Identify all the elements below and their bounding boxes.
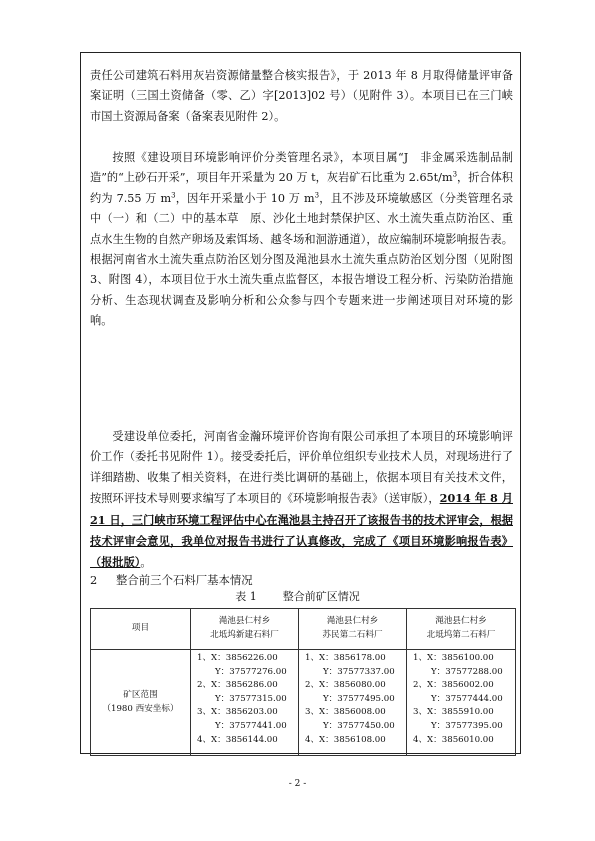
table-header-row (91, 609, 516, 650)
paragraph-filing-text: 责任公司建筑石料用灰岩资源储量整合核实报告》，于 2013 年 8 月取得储量评审备案证明（三国土资储备（零、乙）字[2013]02 号）（见附件 3）。本项目已在三门峡市国土资源局备案（备案表见附件 2）。 (90, 69, 513, 123)
superscript-3: 3 (452, 170, 458, 179)
header-quarry-3-line2: 北坻坞第二石料厂 (426, 630, 496, 640)
paragraph-filing (90, 66, 513, 127)
coord-line: 3、X：3856203.00 (197, 707, 278, 718)
header-item: 项目 (91, 609, 191, 650)
paragraph-commission-text: 受建设单位委托，河南省金瀚环境评价咨询有限公司承担了本项目的环境影响评价工作（委托书见附件 1）。接受委托后，评价单位组织专业技术人员，对现场进行了详细踏勘、收集了相关资料，在进行类比调研的基础上，依据本项目有关技术文件，按照环评技术导则要求编写了本项目的《环境影响报告表》（送审版）， (90, 430, 513, 506)
header-quarry-1 (191, 609, 299, 650)
header-quarry-3-line1: 渑池县仁村乡 (435, 616, 487, 627)
paragraph-classification-text-d: ，且不涉及环境敏感区（分类管理名录中（一）和（二）中的基本草 原、沙化土地封禁保护区、水土流失重点防治区、重点水生生物的自然产卵场及索饵场、越冬场和洄游通道），故应编制环境影响报告表。根据河南省水土流失重点防治区划分图及渑池县水土流失重点防治区划分图（见附图 3、附图 4），本项目位于水土流失重点监督区，本报告增设工程分析、污染防治措施分析、生态现状调查及影响分析和公众参与四个专题来进一步阐述项目对环境的影响。 (90, 191, 514, 328)
mine-area-table (90, 608, 516, 756)
coord-line: Y：37577450.00 (323, 720, 395, 731)
coord-line: 2、X：3856286.00 (197, 680, 278, 691)
table-number: 表 1 (235, 590, 257, 603)
paragraph-classification-text-b: ，折合体积约为 7.55 万 m (90, 171, 513, 205)
coord-line: Y：37577395.00 (431, 720, 503, 731)
header-quarry-2-line1: 渑池县仁村乡 (326, 616, 379, 627)
coord-line: Y：37577288.00 (431, 666, 503, 677)
table-title: 整合前矿区情况 (282, 590, 360, 603)
coord-line: Y：37577276.00 (215, 666, 287, 677)
row-label-line2: （1980 西安坐标） (102, 703, 179, 714)
paragraph-commission-end: 。 (140, 556, 152, 570)
paragraph-classification-text-a: 按照《建设项目环境影响评价分类管理名录》，本项目属“J 非金属采选制品制造”的“上砂石开采”，项目年开采量为 20 万 t，灰岩矿石比重为 2.65t/m (90, 151, 513, 185)
paragraph-classification-text-c: ，因年开采量小于 10 万 m (175, 191, 315, 205)
coords-quarry-2 (299, 650, 407, 756)
coord-line: 1、X：3856100.00 (413, 653, 494, 663)
coord-line: 3、X：3855910.00 (413, 707, 494, 718)
paragraph-classification (90, 148, 513, 332)
coord-line: 1、X：3856226.00 (197, 653, 278, 663)
coord-line: 2、X：3856080.00 (305, 680, 386, 691)
section-number: 2 (90, 573, 98, 587)
page-number: - 2 - (288, 779, 307, 789)
header-quarry-1-line1: 渑池县仁村乡 (218, 616, 271, 627)
header-quarry-2-line2: 苏民第二石料厂 (322, 630, 383, 640)
coord-line: Y：37577441.00 (215, 720, 287, 731)
header-quarry-2 (299, 609, 407, 650)
coords-quarry-3 (407, 650, 516, 756)
paragraph-commission-emphasis: 2014 年 8 月 21 日，三门峡市环境工程评估中心在渑池县主持召开了该报告书的技术评审会，根据技术评审会意见，我单位对报告书进行了认真修改，完成了《项目环境影响报告表》（报批版） (90, 491, 513, 570)
header-quarry-3 (407, 609, 516, 650)
row-label-line1: 矿区范围 (123, 689, 158, 700)
coords-quarry-1 (191, 650, 299, 756)
paragraph-commission (90, 427, 513, 574)
coord-line: 4、X：3856144.00 (197, 734, 278, 745)
section-heading (90, 572, 253, 588)
row-label-mine-range (91, 650, 191, 756)
table-row (91, 650, 516, 756)
superscript-3: 3 (171, 191, 176, 200)
coord-line: 1、X：3856178.00 (305, 653, 386, 663)
coord-line: Y：37577337.00 (323, 666, 395, 677)
coord-line: 2、X：3856002.00 (413, 680, 494, 691)
coord-line: Y：37577315.00 (215, 693, 287, 704)
coord-line: 3、X：3856008.00 (305, 707, 386, 718)
coord-line: 4、X：3856010.00 (413, 734, 494, 745)
superscript-3: 3 (314, 191, 320, 200)
table-caption (0, 589, 595, 605)
header-quarry-1-line2: 北坻坞新建石料厂 (210, 630, 279, 640)
coord-line: Y：37577444.00 (431, 693, 503, 704)
coord-line: 4、X：3856108.00 (305, 734, 386, 745)
section-title: 整合前三个石料厂基本情况 (116, 573, 253, 587)
coord-line: Y：37577495.00 (323, 693, 395, 704)
